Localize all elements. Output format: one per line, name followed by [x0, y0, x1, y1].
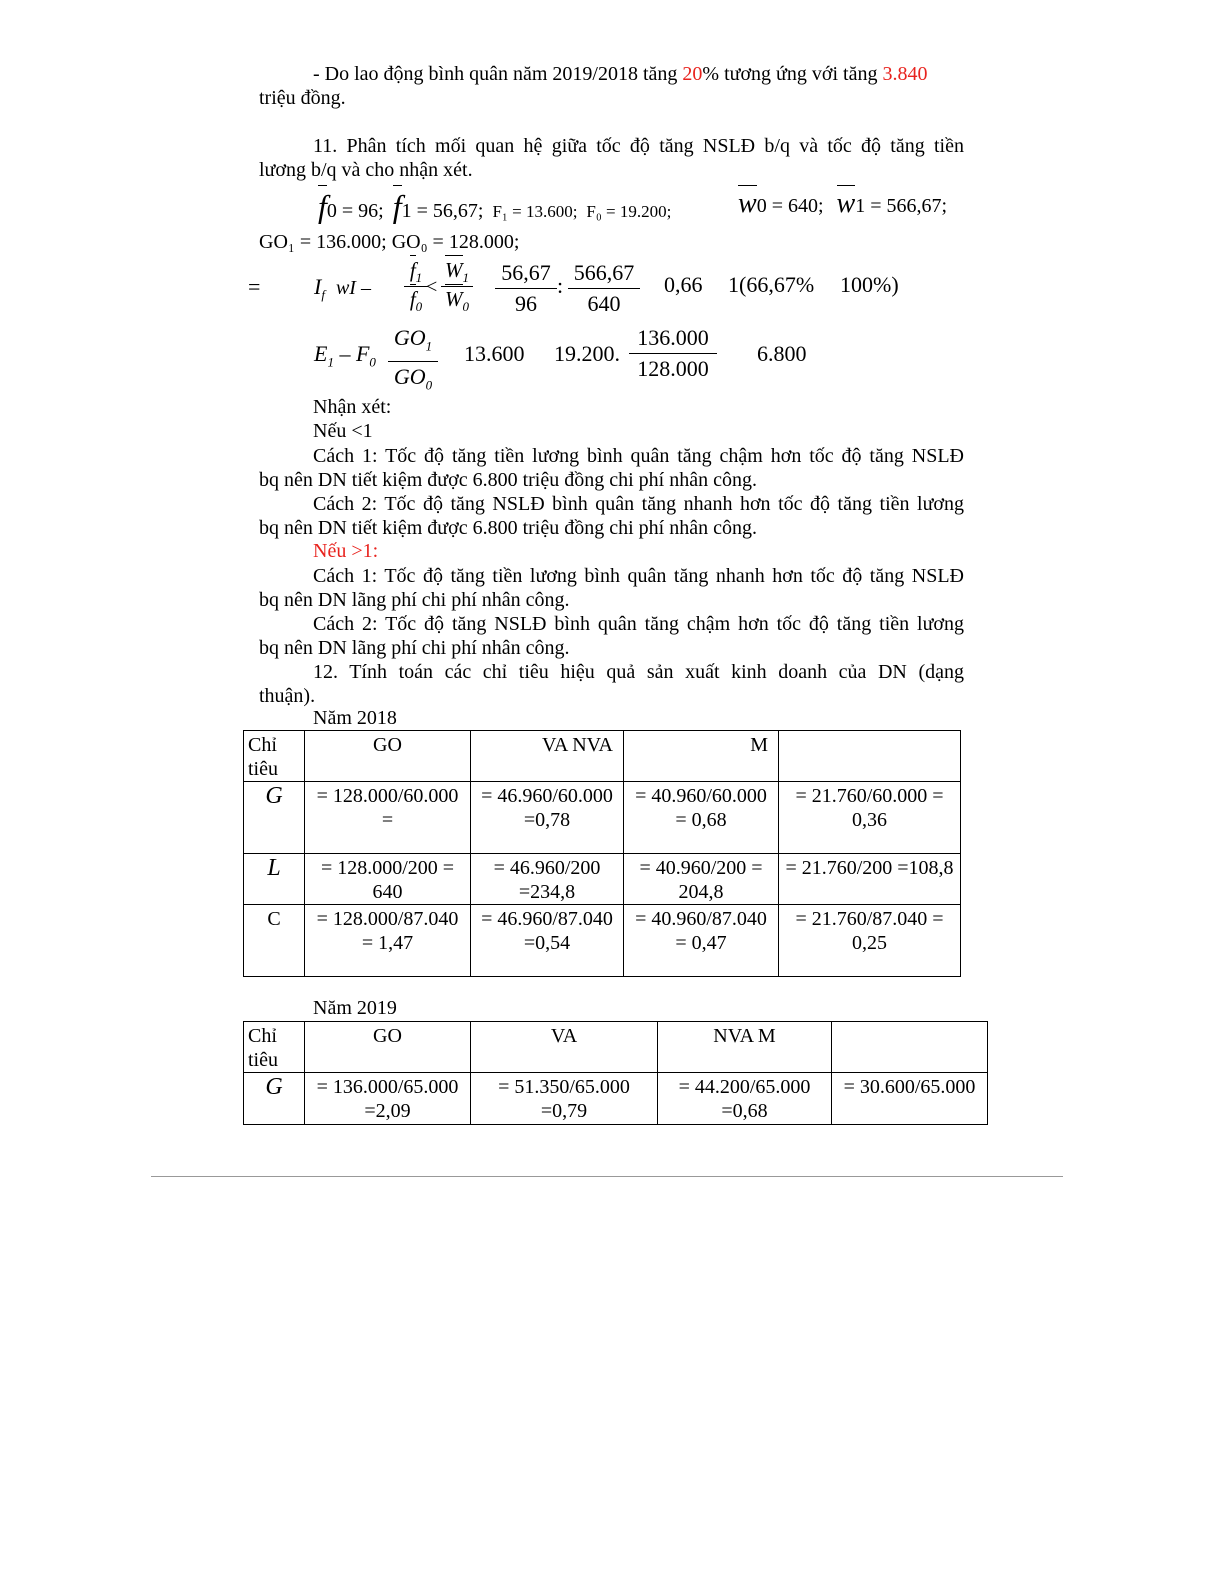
intro-text-mid: % tương ứng với tăng [702, 63, 883, 85]
formula1-I: I [314, 274, 322, 299]
row-label-C: C [244, 905, 305, 977]
w1-symbol: w [836, 188, 856, 219]
table-cell: = 51.350/65.000 =0,79 [471, 1073, 658, 1125]
header-empty [832, 1022, 988, 1073]
case1-method1 [259, 444, 964, 492]
table-cell: = 44.200/65.000 =0,68 [658, 1073, 832, 1125]
formula1-n2: 566,67 [568, 258, 640, 289]
formula2-denominator: 128.000 [637, 356, 709, 381]
formula2-F: – F [339, 341, 370, 366]
header-chitieu: Chỉ tiêu [244, 731, 305, 782]
intro-text-end: triệu đồng. [259, 87, 346, 109]
case2-method2-line2: bq nên DN lãng phí chi phí nhân công. [259, 637, 570, 659]
formula2-GO1-sub: 1 [425, 338, 433, 354]
formula1-equals: = [248, 274, 261, 299]
header-nva-m: NVA M [658, 1022, 832, 1073]
f1-symbol: f [392, 188, 402, 224]
section-11-title-line2: lương b/q và cho nhận xét. [259, 159, 473, 181]
header-va-nva: VA NVA [471, 731, 624, 782]
go-values-line: GO₁ = 136.000; GO₀ = 128.000; [259, 231, 520, 253]
header-go: GO [305, 1022, 471, 1073]
table-cell: = 21.760/87.040 = 0,25 [779, 905, 961, 977]
formula1-result: 0,66 [664, 272, 703, 297]
case2-method1 [259, 564, 964, 612]
f0-symbol: f [318, 188, 327, 224]
formula1-fraction-a [495, 258, 557, 319]
table-row [244, 1073, 988, 1125]
formula1-W0: W [445, 287, 463, 312]
header-go: GO [305, 731, 471, 782]
table-cell: = 46.960/87.040 =0,54 [471, 905, 624, 977]
case2-method2 [259, 612, 964, 660]
givens-line-w [738, 188, 947, 220]
row-label-L: L [267, 855, 281, 881]
F0-value: F₀ = 19.200; [586, 202, 672, 221]
section-12-title-line1: 12. Tính toán các chỉ tiêu hiệu quả sản xuất kinh doanh của DN (dạng [313, 661, 964, 683]
formula1-W1-sub: 1 [462, 270, 469, 286]
formula1-wI: wI [335, 277, 356, 299]
table-2018 [243, 730, 961, 977]
formula2-fraction [629, 323, 717, 384]
formula1-w-fraction [441, 258, 473, 315]
formula2-go-fraction [388, 323, 438, 401]
table-row [244, 782, 961, 854]
w0-value: = 640; [771, 195, 824, 217]
case-less-than-one: Nếu <1 [313, 420, 373, 442]
table-cell: = 46.960/200 =234,8 [471, 854, 624, 905]
table-cell: = 128.000/200 = 640 [305, 854, 471, 905]
intro-red-amount: 3.840 [882, 63, 928, 85]
formula2-GO0-sub: 0 [425, 377, 433, 393]
formula2-numerator: 136.000 [629, 323, 717, 354]
formula1-f1-sub: 1 [415, 270, 423, 286]
w0-subscript: 0 [756, 195, 767, 217]
formula1-f0-sub: 0 [415, 299, 423, 315]
formula2-GO0: GO [393, 364, 426, 390]
row-label-G: G [265, 1074, 283, 1100]
formula1-d2: 640 [587, 291, 621, 316]
header-empty [779, 731, 961, 782]
case2-method2-line1: Cách 2: Tốc độ tăng NSLĐ bình quân tăng chậm hơn tốc độ tăng tiền lương [313, 613, 964, 635]
case1-method1-line1: Cách 1: Tốc độ tăng tiền lương bình quân tăng chậm hơn tốc độ tăng NSLĐ [313, 445, 964, 467]
page-bottom-rule [151, 1176, 1063, 1177]
formula2-E-sub: 1 [327, 354, 334, 370]
w1-value: = 566,67; [870, 195, 948, 217]
formula2-GO1: GO [393, 325, 426, 350]
formula1-colon: : [557, 273, 564, 298]
year-2019-label: Năm 2019 [313, 997, 397, 1019]
table-row [244, 854, 961, 905]
formula1-I-sub: f [321, 287, 325, 302]
table-cell: = 40.960/87.040 = 0,47 [624, 905, 779, 977]
section-11-title [259, 134, 964, 182]
table-cell: = 21.760/60.000 = 0,36 [779, 782, 961, 854]
formula1-f1: f [409, 258, 416, 282]
formula1-f-fraction [404, 258, 428, 315]
header-chitieu: Chỉ tiêu [244, 1022, 305, 1073]
formula1-W0-sub: 0 [462, 299, 469, 315]
formula2-F-sub: 0 [369, 354, 376, 370]
table-cell: = 30.600/65.000 [832, 1073, 988, 1125]
case2-method1-line1: Cách 1: Tốc độ tăng tiền lương bình quân tăng nhanh hơn tốc độ tăng NSLĐ [313, 565, 964, 587]
f1-subscript: 1 [401, 200, 412, 222]
formula1-d1: 96 [515, 291, 537, 316]
f0-subscript: 0 [326, 200, 337, 222]
w0-symbol: w [738, 188, 757, 219]
section-11-title-line1: 11. Phân tích mối quan hệ giữa tốc độ tăng NSLĐ b/q và tốc độ tăng tiền [313, 135, 964, 157]
section-12-title-line2: thuận). [259, 685, 316, 707]
header-va: VA [471, 1022, 658, 1073]
case1-method2-line2: bq nên DN tiết kiệm được 6.800 triệu đồng chi phí nhân công. [259, 517, 757, 539]
givens-line [318, 188, 671, 225]
formula1-dash: – [360, 277, 371, 299]
remark-heading: Nhận xét: [313, 396, 392, 418]
formula1-lhs [314, 274, 371, 303]
table-cell: = 21.760/200 =108,8 [779, 854, 961, 905]
row-label-G: G [265, 783, 283, 809]
case1-method2-line1: Cách 2: Tốc độ tăng NSLĐ bình quân tăng nhanh hơn tốc độ tăng tiền lương [313, 493, 964, 515]
intro-paragraph [259, 62, 964, 110]
table-cell: = 40.960/60.000 = 0,68 [624, 782, 779, 854]
table-cell: = 128.000/87.040 = 1,47 [305, 905, 471, 977]
formula1-result-percent: 1(66,67% [728, 272, 815, 297]
table-cell: = 136.000/65.000 =2,09 [305, 1073, 471, 1125]
formula1-f0: f [409, 287, 416, 312]
formula1-W1: W [445, 258, 463, 282]
formula1-result-100: 100%) [840, 272, 899, 297]
formula1-less-than: < [426, 276, 438, 298]
F1-value: F₁ = 13.600; [492, 202, 578, 221]
formula2-E: E [314, 341, 328, 366]
table-2019 [243, 1021, 988, 1125]
table-cell: = 40.960/200 = 204,8 [624, 854, 779, 905]
intro-text: - Do lao động bình quân năm 2019/2018 tăng [313, 63, 683, 85]
table-2018-header [244, 731, 961, 782]
case2-method1-line2: bq nên DN lãng phí chi phí nhân công. [259, 589, 570, 611]
intro-red-percent: 20 [682, 63, 703, 85]
table-2019-header [244, 1022, 988, 1073]
case-greater-than-one: Nếu >1: [313, 540, 379, 562]
table-row [244, 905, 961, 977]
f0-value: = 96; [341, 200, 384, 222]
table-cell: = 46.960/60.000 =0,78 [471, 782, 624, 854]
formula2-lhs [314, 341, 376, 370]
formula2-result: 6.800 [757, 341, 807, 366]
f1-value: = 56,67; [416, 200, 484, 222]
formula2-v1: 13.600 [464, 341, 525, 366]
formula1-fraction-b [568, 258, 640, 319]
w1-subscript: 1 [855, 195, 866, 217]
formula1-n1: 56,67 [495, 258, 557, 289]
year-2018-label: Năm 2018 [313, 707, 397, 729]
table-cell: = 128.000/60.000 = [305, 782, 471, 854]
case1-method2 [259, 492, 964, 540]
header-m: M [624, 731, 779, 782]
formula2-v2: 19.200. [554, 341, 620, 366]
case1-method1-line2: bq nên DN tiết kiệm được 6.800 triệu đồng chi phí nhân công. [259, 469, 757, 491]
section-12-title [259, 660, 964, 708]
